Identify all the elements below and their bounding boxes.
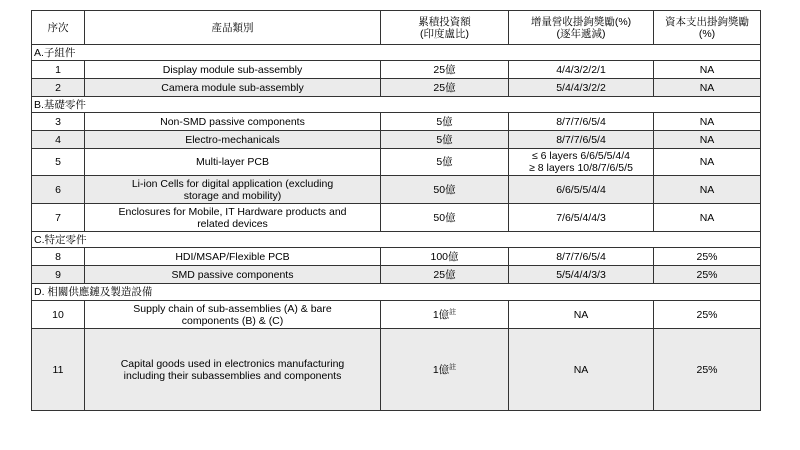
cell-no: 8 [32,248,85,266]
table-row [32,248,761,266]
cell-no: 5 [32,149,85,176]
header-investment-line1: 累積投資額 [418,15,471,28]
cell-category-line1: Capital goods used in electronics manufacturing [120,357,345,370]
table-row [32,113,761,131]
cell-category: Camera module sub-assembly [85,79,381,97]
header-category: 產品類別 [85,11,381,45]
cell-category-line2: components (B) & (C) [181,314,284,327]
section-label-a: A.子組件 [32,45,761,61]
cell-investment: 5億 [381,131,509,149]
cell-no: 10 [32,301,85,329]
cell-revenue [509,149,654,176]
cell-investment-value: 1億 [432,308,450,321]
section-row-c [32,232,761,248]
cell-revenue-line1: ≤ 6 layers 6/6/5/5/4/4 [532,150,630,162]
cell-capex: NA [654,113,761,131]
cell-no: 9 [32,266,85,284]
cell-category [85,204,381,232]
cell-category: SMD passive components [85,266,381,284]
cell-revenue: 4/4/3/2/2/1 [509,61,654,79]
footnote-marker: 註 [449,308,457,316]
cell-capex: 25% [654,248,761,266]
header-investment-line2: (印度盧比) [420,27,469,40]
cell-category-line1: Enclosures for Mobile, IT Hardware products and [118,205,347,218]
header-capex-line2: (%) [698,27,716,40]
cell-revenue-line2: ≥ 8 layers 10/8/7/6/5/5 [529,162,633,174]
section-label-d: D. 相關供應鏈及製造設備 [32,284,761,301]
header-investment [381,11,509,45]
section-row-d [32,284,761,301]
section-row-a [32,45,761,61]
table-row [32,79,761,97]
cell-category-line2: related devices [197,217,268,230]
cell-category-line2: storage and mobility) [183,189,282,202]
cell-revenue: 5/4/4/3/2/2 [509,79,654,97]
cell-category-line1: Supply chain of sub-assemblies (A) & bare [133,302,332,315]
table-row [32,176,761,204]
cell-category [85,301,381,329]
cell-capex: NA [654,131,761,149]
cell-investment: 5億 [381,113,509,131]
header-no: 序次 [32,11,85,45]
cell-revenue: 8/7/7/6/5/4 [509,113,654,131]
cell-no: 4 [32,131,85,149]
cell-investment: 50億 [381,176,509,204]
cell-capex: 25% [654,301,761,329]
cell-revenue: NA [509,301,654,329]
cell-revenue: 8/7/7/6/5/4 [509,248,654,266]
table-row [32,131,761,149]
cell-no: 1 [32,61,85,79]
section-label-c: C.特定零件 [32,232,761,248]
cell-investment: 5億 [381,149,509,176]
header-capex-incentive [654,11,761,45]
cell-capex: NA [654,79,761,97]
header-capex-line1: 資本支出掛鉤獎勵 [665,15,749,28]
cell-investment [381,301,509,329]
incentive-table [31,10,761,411]
header-revenue-line1: 增量營收掛鉤獎勵(%) [530,15,632,28]
cell-capex: NA [654,149,761,176]
table-header-row [32,11,761,45]
cell-investment: 25億 [381,266,509,284]
cell-revenue: 7/6/5/4/4/3 [509,204,654,232]
cell-capex: 25% [654,266,761,284]
table-row [32,266,761,284]
section-row-b [32,97,761,113]
cell-category: Multi-layer PCB [85,149,381,176]
cell-capex: NA [654,204,761,232]
cell-investment-value: 1億 [432,363,450,376]
cell-no: 6 [32,176,85,204]
cell-category: Non-SMD passive components [85,113,381,131]
cell-no: 3 [32,113,85,131]
cell-category-line2: including their subassemblies and components [123,369,342,382]
cell-investment [381,329,509,411]
table-row [32,301,761,329]
cell-category [85,176,381,204]
cell-capex: NA [654,176,761,204]
table-row [32,149,761,176]
cell-category [85,329,381,411]
cell-capex: 25% [654,329,761,411]
cell-no: 11 [32,329,85,411]
table-row [32,204,761,232]
cell-investment: 25億 [381,61,509,79]
table-row [32,329,761,411]
cell-revenue: 8/7/7/6/5/4 [509,131,654,149]
header-revenue-incentive [509,11,654,45]
cell-investment: 25億 [381,79,509,97]
cell-investment: 50億 [381,204,509,232]
cell-revenue: 5/5/4/4/3/3 [509,266,654,284]
cell-no: 7 [32,204,85,232]
footnote-marker: 註 [449,363,457,371]
cell-investment: 100億 [381,248,509,266]
cell-category: Electro-mechanicals [85,131,381,149]
cell-category-line1: Li-ion Cells for digital application (excluding [131,177,334,190]
cell-no: 2 [32,79,85,97]
header-revenue-line2: (逐年遞減) [556,27,606,40]
table-row [32,61,761,79]
section-label-b: B.基礎零件 [32,97,761,113]
cell-revenue: 6/6/5/5/4/4 [509,176,654,204]
cell-category: HDI/MSAP/Flexible PCB [85,248,381,266]
cell-revenue: NA [509,329,654,411]
cell-category: Display module sub-assembly [85,61,381,79]
cell-capex: NA [654,61,761,79]
